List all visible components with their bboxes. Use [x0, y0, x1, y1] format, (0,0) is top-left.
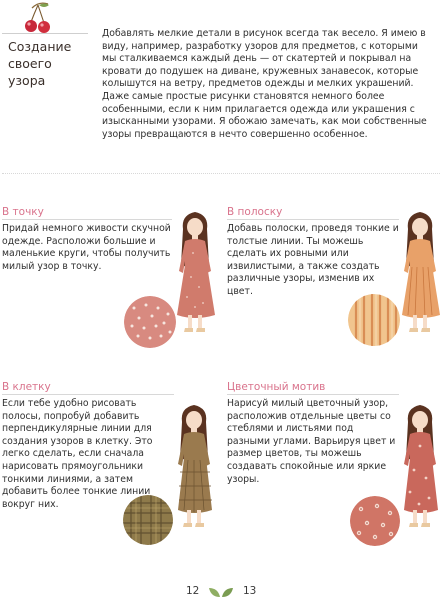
- check-swatch: [123, 495, 173, 545]
- title-rule: [2, 33, 88, 34]
- stripes-title-rule: [227, 219, 399, 220]
- leaves-icon: [207, 585, 235, 599]
- dots-title-rule: [2, 219, 172, 220]
- dots-swatch: [124, 296, 176, 348]
- page-title: Создание своего узора: [8, 39, 72, 88]
- dotted-divider: [2, 173, 440, 174]
- girl-dots-dress-illustration: [173, 207, 217, 337]
- floral-swatch: [350, 496, 400, 546]
- check-text: Если тебе удобно рисовать полосы, попробуй добавить перпендикулярные линии для создания узоров в клетку. Это легко сделать, если сначала нарисовать прямоугольники тонкими линиями, а затем добавить более тонкие линии вокруг них.: [2, 398, 153, 510]
- page-number-left: 12: [186, 585, 200, 597]
- floral-text: Нарисуй милый цветочный узор, расположив отдельные цветы со стеблями и листьями под разными углами. Варьируя цвет и размер цветов, ты можешь создавать спокойные или яркие узоры.: [227, 398, 396, 485]
- cherry-icon: [22, 2, 56, 34]
- girl-floral-dress-illustration: [398, 400, 442, 532]
- check-title: В клетку: [2, 381, 51, 393]
- check-title-rule: [2, 394, 174, 395]
- girl-check-dress-illustration: [172, 400, 216, 532]
- stripes-title: В полоску: [227, 206, 283, 218]
- stripes-text: Добавь полоски, проведя тонкие и толстые линии. Ты можешь сделать их ровными или извилистыми, а также создать различные узоры, изменив их цвет.: [227, 223, 399, 297]
- floral-title-rule: [227, 394, 399, 395]
- intro-paragraph: Добавлять мелкие детали в рисунок всегда так весело. Я имею в виду, например, разработку узоров для предметов, с которыми мы сталкиваемся каждый день — от скатертей и покрывал на кровати до подушек на диване, кружевных занавесок, которые колышутся на ветру, предметов одежды и мелких украшений. Даже самые простые рисунки становятся немного более особенными, если к ним прилагается одежда или украшения с изысканными узорами. Я обожаю замечать, как мои собственные узоры превращаются в нечто совершенно особенное.: [102, 28, 427, 140]
- floral-title: Цветочный мотив: [227, 381, 326, 393]
- dots-text: Придай немного живости скучной одежде. Расположи большие и маленькие круги, чтобы получить милый узор в точку.: [2, 223, 171, 272]
- dots-title: В точку: [2, 206, 44, 218]
- page-number-right: 13: [243, 585, 257, 597]
- stripes-swatch: [348, 294, 400, 346]
- girl-stripes-dress-illustration: [398, 207, 442, 337]
